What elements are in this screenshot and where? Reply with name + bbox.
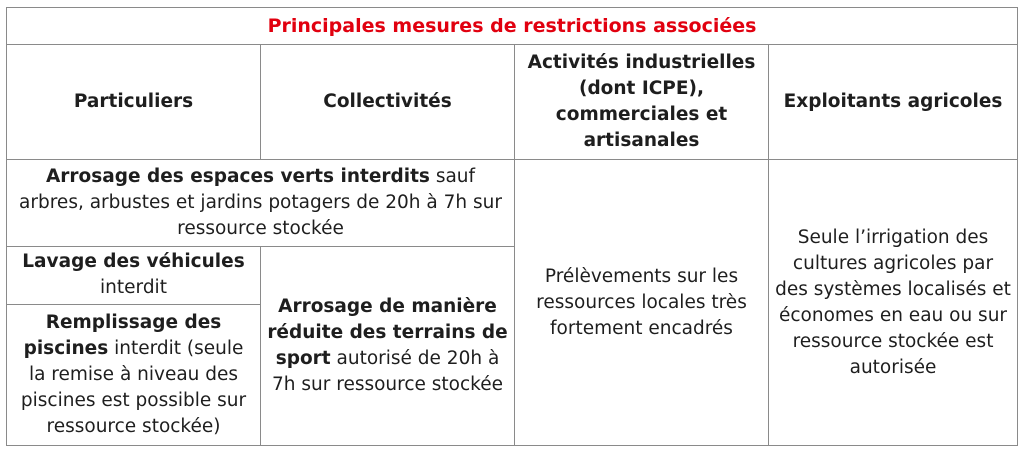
arrosage-rest-text: sauf arbres, arbustes et jardins potagers de 20h à 7h sur ressource stockée xyxy=(19,165,502,239)
piscines-bold-text: Remplissage des piscines xyxy=(23,311,222,359)
terrains-rest-text: autorisé de 20h à 7h sur ressource stockée xyxy=(272,347,503,395)
piscines-rest-text: interdit (seule la remise à niveau des piscines est possible sur ressource stockée) xyxy=(20,337,247,437)
cell-terrains-sport xyxy=(261,246,515,445)
lavage-bold-text: Lavage des véhicules xyxy=(22,251,245,273)
restrictions-table xyxy=(6,7,1018,446)
cell-remplissage-piscines xyxy=(7,304,261,445)
cell-lavage-vehicules xyxy=(7,246,261,304)
cell-prelevements: Prélèvements sur les ressources locales très fortement encadrés xyxy=(515,160,769,446)
arrosage-bold-text: Arrosage des espaces verts interdits xyxy=(45,165,430,187)
header-exploitants: Exploitants agricoles xyxy=(769,45,1018,160)
header-particuliers: Particuliers xyxy=(7,45,261,160)
header-activites: Activités industrielles (dont ICPE), commerciales et artisanales xyxy=(515,45,769,160)
lavage-rest-text: interdit xyxy=(100,277,167,299)
header-collectivites: Collectivités xyxy=(261,45,515,160)
terrains-bold-text: Arrosage de manière réduite des terrains de sport xyxy=(267,295,508,369)
cell-arrosage-espaces-verts xyxy=(7,160,515,246)
cell-irrigation: Seule l’irrigation des cultures agricoles par des systèmes localisés et économes en eau ou sur ressource stockée est autorisée xyxy=(769,160,1018,446)
table-title: Principales mesures de restrictions associées xyxy=(7,8,1018,45)
